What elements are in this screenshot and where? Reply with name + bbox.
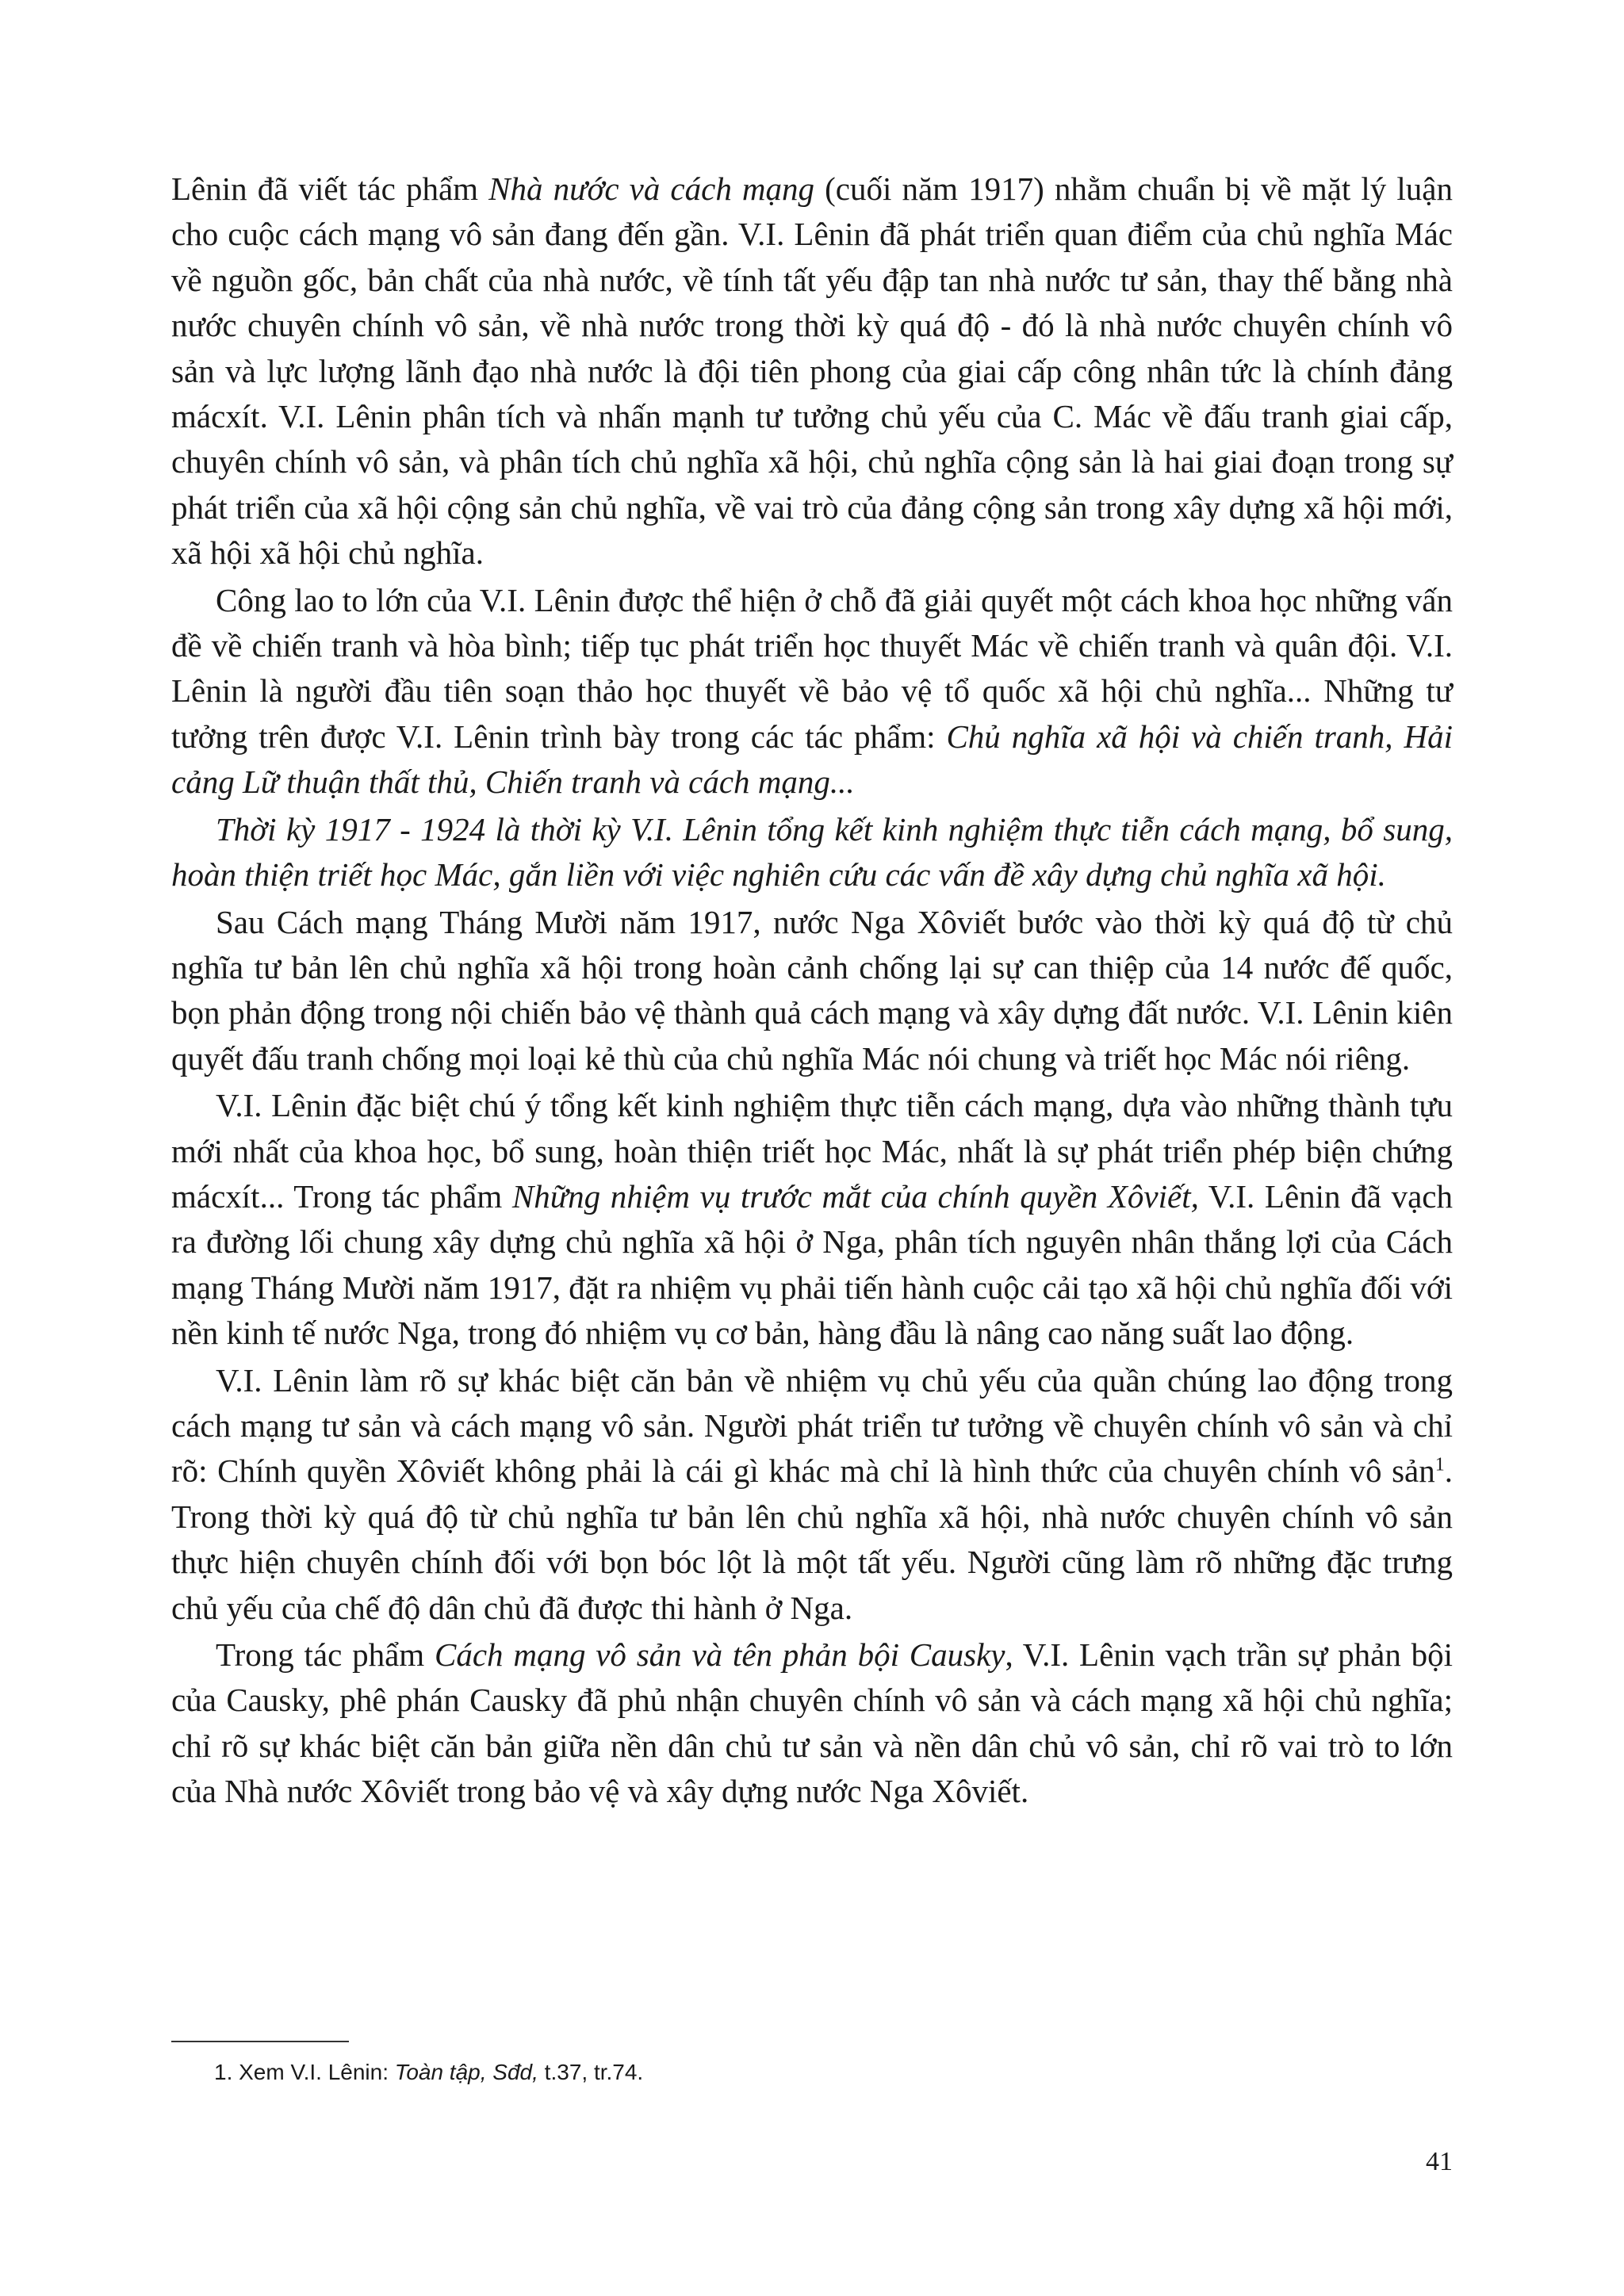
italic-title: Cách mạng vô sản và tên phản bội Causky — [435, 1636, 1005, 1673]
footnote — [214, 2057, 1404, 2088]
body-text — [171, 166, 1453, 1816]
text-run: Công lao to lớn của V.I. Lênin được thể hiện ở chỗ đã giải quyết một cách khoa học những vấn đề về chiến tranh và hòa bình; tiếp tục phát triển học thuyết Mác về chiến tranh và quân đội. V.I. Lênin là người đầu tiên soạn thảo học thuyết về bảo vệ tổ quốc xã hội chủ nghĩa... Những tư tưởng trên được V.I. Lênin trình bày trong các tác phẩm: — [171, 581, 1453, 755]
footnote-divider — [171, 2041, 349, 2042]
text-run: . Trong thời kỳ quá độ từ chủ nghĩa tư bản lên chủ nghĩa xã hội, nhà nước chuyên chính vô sản thực hiện chuyên chính đối với bọn bóc lột là một tất yếu. Người cũng làm rõ những đặc trưng chủ yếu của chế độ dân chủ đã được thi hành ở Nga. — [171, 1452, 1453, 1626]
paragraph — [171, 166, 1453, 576]
paragraph — [171, 1632, 1453, 1815]
paragraph — [171, 900, 1453, 1082]
text-run: Thời kỳ 1917 - 1924 là thời kỳ V.I. Lênin tổng kết kinh nghiệm thực tiễn cách mạng, bổ sung, hoàn thiện triết học Mác, gắn liền với việc nghiên cứu các vấn đề xây dựng chủ nghĩa xã hội. — [171, 810, 1453, 894]
paragraph — [171, 578, 1453, 806]
text-run: 1. Xem V.I. Lênin: — [214, 2060, 395, 2084]
text-run: , V.I. Lênin vạch trần sự phản bội của Causky, phê phán Causky đã phủ nhận chuyên chính vô sản và cách mạng xã hội chủ nghĩa; chỉ rõ sự khác biệt căn bản giữa nền dân chủ tư sản và nền dân chủ vô sản, chỉ rõ vai trò to lớn của Nhà nước Xôviết trong bảo vệ và xây dựng nước Nga Xôviết. — [171, 1636, 1453, 1810]
text-run: Sau Cách mạng Tháng Mười năm 1917, nước Nga Xôviết bước vào thời kỳ quá độ từ chủ nghĩa tư bản lên chủ nghĩa xã hội trong hoàn cảnh chống lại sự can thiệp của 14 nước đế quốc, bọn phản động trong nội chiến bảo vệ thành quả cách mạng và xây dựng đất nước. V.I. Lênin kiên quyết đấu tranh chống mọi loại kẻ thù của chủ nghĩa Mác nói chung và triết học Mác nói riêng. — [171, 903, 1453, 1077]
text-run: Lênin đã viết tác phẩm — [171, 170, 489, 207]
italic-title: Chủ nghĩa xã hội và chiến tranh, Hải cảng Lữ thuận thất thủ, Chiến tranh và cách mạng... — [171, 718, 1453, 801]
text-run: V.I. Lênin đã vạch ra đường lối chung xây dựng chủ nghĩa xã hội ở Nga, phân tích nguyên nhân thắng lợi của Cách mạng Tháng Mười năm 1917, đặt ra nhiệm vụ phải tiến hành cuộc cải tạo xã hội chủ nghĩa đối với nền kinh tế nước Nga, trong đó nhiệm vụ cơ bản, hàng đầu là nâng cao năng suất lao động. — [171, 1177, 1453, 1352]
italic-title: Toàn tập, Sđd, — [394, 2060, 538, 2084]
text-run: V.I. Lênin làm rõ sự khác biệt căn bản về nhiệm vụ chủ yếu của quần chúng lao động trong cách mạng tư sản và cách mạng vô sản. Người phát triển tư tưởng về chuyên chính vô sản và chỉ rõ: Chính quyền Xôviết không phải là cái gì khác mà chỉ là hình thức của chuyên chính vô sản — [171, 1361, 1453, 1490]
footnote-reference: 1 — [1434, 1454, 1445, 1475]
italic-title: Nhà nước và cách mạng — [488, 170, 815, 207]
italic-title: Những nhiệm vụ trước mắt của chính quyền Xôviết, — [511, 1177, 1199, 1215]
text-run: (cuối năm 1917) nhằm chuẩn bị về mặt lý luận cho cuộc cách mạng vô sản đang đến gần. V.I. Lênin đã phát triển quan điểm của chủ nghĩa Mác về nguồn gốc, bản chất của nhà nước, về tính tất yếu đập tan nhà nước tư sản, thay thế bằng nhà nước chuyên chính vô sản, về nhà nước trong thời kỳ quá độ - đó là nhà nước chuyên chính vô sản và lực lượng lãnh đạo nhà nước là đội tiên phong của giai cấp công nhân tức là chính đảng mácxít. V.I. Lênin phân tích và nhấn mạnh tư tưởng chủ yếu của C. Mác về đấu tranh giai cấp, chuyên chính vô sản, và phân tích chủ nghĩa xã hội, chủ nghĩa cộng sản là hai giai đoạn trong sự phát triển của xã hội cộng sản chủ nghĩa, về vai trò của đảng cộng sản trong xây dựng xã hội mới, xã hội xã hội chủ nghĩa. — [171, 170, 1453, 572]
paragraph — [171, 1083, 1453, 1356]
text-run: Trong tác phẩm — [216, 1636, 435, 1673]
text-run: t.37, tr.74. — [538, 2060, 644, 2084]
paragraph — [171, 1358, 1453, 1631]
page-number: 41 — [1426, 2147, 1453, 2176]
paragraph — [171, 807, 1453, 898]
text-run: V.I. Lênin đặc biệt chú ý tổng kết kinh nghiệm thực tiễn cách mạng, dựa vào những thành tựu mới nhất của khoa học, bổ sung, hoàn thiện triết học Mác, nhất là sự phát triển phép biện chứng mácxít... Trong tác phẩm — [171, 1087, 1453, 1215]
